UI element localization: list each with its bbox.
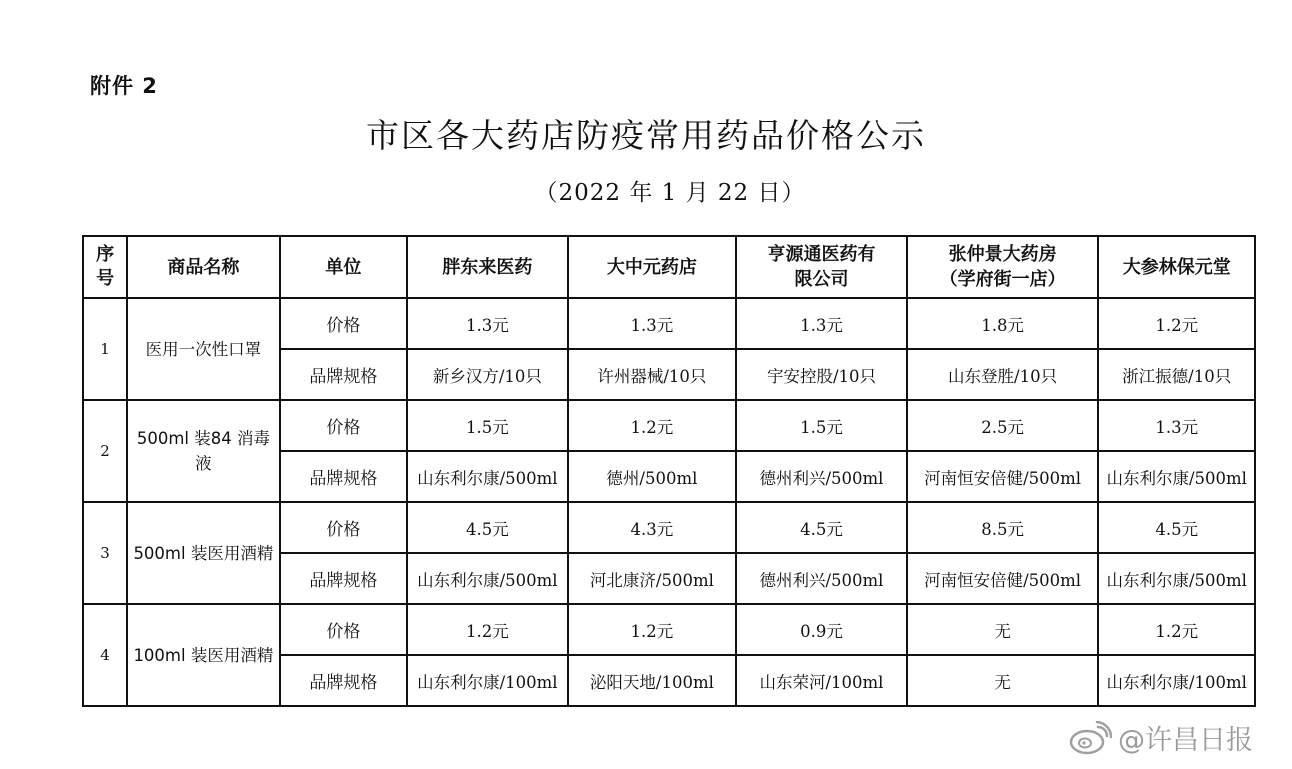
table-header-row: [83, 236, 1255, 298]
price-cell: 无: [907, 604, 1099, 655]
price-cell: 1.3元: [568, 298, 737, 349]
spec-cell: 河北康济/500ml: [568, 553, 737, 604]
price-cell: 2.5元: [907, 400, 1099, 451]
price-cell: 1.5元: [736, 400, 907, 451]
spec-cell: 德州利兴/500ml: [736, 553, 907, 604]
price-cell: 4.5元: [1098, 502, 1255, 553]
price-cell: 1.3元: [407, 298, 568, 349]
table-row-price: [83, 502, 1255, 553]
column-header-unit: 单位: [280, 236, 407, 298]
price-cell: 4.5元: [407, 502, 568, 553]
unit-spec-label: 品牌规格: [280, 451, 407, 502]
price-table: [82, 235, 1256, 707]
spec-cell: 无: [907, 655, 1099, 706]
watermark: [1068, 718, 1253, 757]
price-cell: 1.3元: [1098, 400, 1255, 451]
page-title: 市区各大药店防疫常用药品价格公示: [366, 116, 926, 155]
spec-cell: 宇安控股/10只: [736, 349, 907, 400]
spec-cell: 山东荣河/100ml: [736, 655, 907, 706]
spec-cell: 德州/500ml: [568, 451, 737, 502]
price-cell: 4.3元: [568, 502, 737, 553]
product-index: 4: [83, 604, 127, 706]
column-header-store: 张仲景大药房（学府街一店）: [907, 236, 1099, 298]
column-header-store: 胖东来医药: [407, 236, 568, 298]
unit-price-label: 价格: [280, 502, 407, 553]
spec-cell: 河南恒安倍健/500ml: [907, 451, 1099, 502]
column-header-store: 大参林保元堂: [1098, 236, 1255, 298]
watermark-text: @许昌日报: [1118, 725, 1253, 756]
spec-cell: 河南恒安倍健/500ml: [907, 553, 1099, 604]
spec-cell: 许州器械/10只: [568, 349, 737, 400]
price-cell: 1.2元: [407, 604, 568, 655]
price-cell: 0.9元: [736, 604, 907, 655]
column-header-store: 大中元药店: [568, 236, 737, 298]
unit-price-label: 价格: [280, 400, 407, 451]
attachment-label: 附件 2: [90, 74, 158, 98]
table-row-price: [83, 298, 1255, 349]
table-row-price: [83, 604, 1255, 655]
spec-cell: 德州利兴/500ml: [736, 451, 907, 502]
price-cell: 4.5元: [736, 502, 907, 553]
product-index: 3: [83, 502, 127, 604]
spec-cell: 新乡汉方/10只: [407, 349, 568, 400]
price-cell: 1.2元: [568, 604, 737, 655]
product-name: 500ml 装医用酒精: [127, 502, 280, 604]
price-cell: 1.2元: [568, 400, 737, 451]
unit-spec-label: 品牌规格: [280, 655, 407, 706]
unit-spec-label: 品牌规格: [280, 349, 407, 400]
spec-cell: 泌阳天地/100ml: [568, 655, 737, 706]
spec-cell: 浙江振德/10只: [1098, 349, 1255, 400]
column-header-name: 商品名称: [127, 236, 280, 298]
product-name: 医用一次性口罩: [127, 298, 280, 400]
product-name: 100ml 装医用酒精: [127, 604, 280, 706]
price-cell: 1.2元: [1098, 298, 1255, 349]
unit-price-label: 价格: [280, 298, 407, 349]
spec-cell: 山东利尔康/500ml: [407, 451, 568, 502]
unit-spec-label: 品牌规格: [280, 553, 407, 604]
price-cell: 8.5元: [907, 502, 1099, 553]
price-cell: 1.2元: [1098, 604, 1255, 655]
spec-cell: 山东利尔康/100ml: [1098, 655, 1255, 706]
table-row-price: [83, 400, 1255, 451]
spec-cell: 山东利尔康/100ml: [407, 655, 568, 706]
weibo-icon: [1068, 721, 1112, 755]
product-index: 1: [83, 298, 127, 400]
spec-cell: 山东登胜/10只: [907, 349, 1099, 400]
spec-cell: 山东利尔康/500ml: [1098, 451, 1255, 502]
price-cell: 1.5元: [407, 400, 568, 451]
publish-date: （2022 年 1 月 22 日）: [534, 180, 806, 206]
spec-cell: 山东利尔康/500ml: [407, 553, 568, 604]
column-header-index: 序号: [83, 236, 127, 298]
column-header-store: 亨源通医药有限公司: [736, 236, 907, 298]
spec-cell: 山东利尔康/500ml: [1098, 553, 1255, 604]
unit-price-label: 价格: [280, 604, 407, 655]
price-cell: 1.8元: [907, 298, 1099, 349]
product-index: 2: [83, 400, 127, 502]
price-cell: 1.3元: [736, 298, 907, 349]
product-name: 500ml 装84 消毒液: [127, 400, 280, 502]
